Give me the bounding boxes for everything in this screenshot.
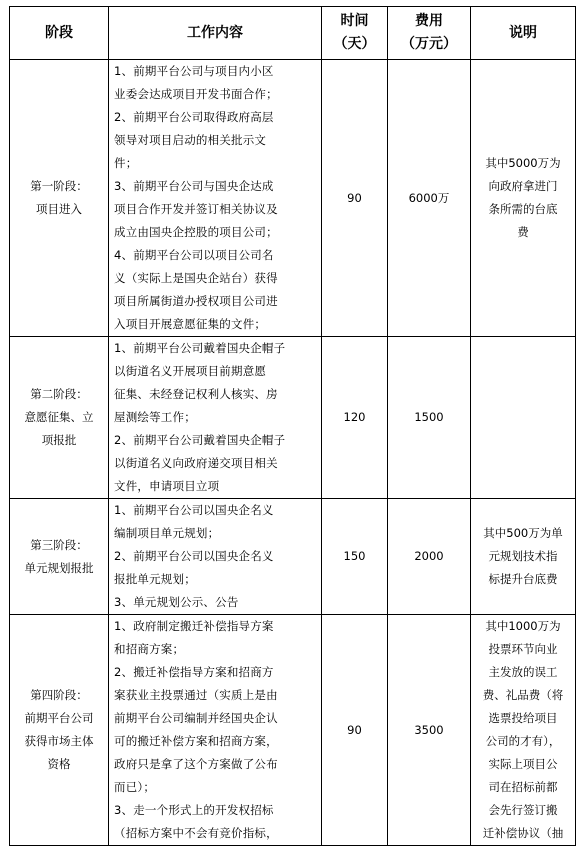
time-cell: 90 — [322, 60, 388, 337]
cost-cell: 6000万 — [388, 60, 471, 337]
header-cost: 费用 （万元） — [388, 7, 471, 60]
header-note: 说明 — [471, 7, 576, 60]
table-row — [10, 337, 576, 499]
header-stage: 阶段 — [10, 7, 109, 60]
work-cell: 1、前期平台公司与项目内小区 业委会达成项目开发书面合作； 2、前期平台公司取得政府高层 领导对项目启动的相关批示文 件； 3、前期平台公司与国央企达成 项目合作开发并签订相关协议及 成立由国央企控股的项目公司； 4、前期平台公司以项目公司名 义（实际上是国央企站台）获得 项目所属街道办授权项目公司进 入项目开展意愿征集的文件； — [109, 60, 322, 337]
cost-cell: 3500 — [388, 615, 471, 846]
stage-cell: 第三阶段： 单元规划报批 — [10, 499, 109, 615]
stage-table — [9, 6, 576, 846]
header-time: 时间 （天） — [322, 7, 388, 60]
time-cell: 120 — [322, 337, 388, 499]
table-row — [10, 60, 576, 337]
table-row — [10, 615, 576, 846]
work-cell: 1、前期平台公司以国央企名义 编制项目单元规划； 2、前期平台公司以国央企名义 报批单元规划； 3、单元规划公示、公告 — [109, 499, 322, 615]
work-cell: 1、前期平台公司戴着国央企帽子 以街道名义开展项目前期意愿 征集、未经登记权利人核实、房 屋测绘等工作； 2、前期平台公司戴着国央企帽子 以街道名义向政府递交项目相关 文件，申请项目立项 — [109, 337, 322, 499]
stage-cell: 第一阶段： 项目进入 — [10, 60, 109, 337]
table-row — [10, 499, 576, 615]
note-cell — [471, 337, 576, 499]
header-row — [10, 7, 576, 60]
note-cell: 其中5000万为 向政府拿进门 条所需的台底 费 — [471, 60, 576, 337]
stage-cell: 第四阶段： 前期平台公司 获得市场主体 资格 — [10, 615, 109, 846]
cost-cell: 1500 — [388, 337, 471, 499]
time-cell: 90 — [322, 615, 388, 846]
stage-cell: 第二阶段： 意愿征集、立 项报批 — [10, 337, 109, 499]
note-cell: 其中1000万为 投票环节向业 主发放的误工 费、礼品费（将 选票投给项目 公司的才有）， 实际上项目公 司在招标前都 会先行签订搬 迁补偿协议（抽 — [471, 615, 576, 846]
note-cell: 其中500万为单 元规划技术指 标提升台底费 — [471, 499, 576, 615]
time-cell: 150 — [322, 499, 388, 615]
cost-cell: 2000 — [388, 499, 471, 615]
header-work: 工作内容 — [109, 7, 322, 60]
work-cell: 1、政府制定搬迁补偿指导方案 和招商方案； 2、搬迁补偿指导方案和招商方 案获业主投票通过（实质上是由 前期平台公司编制并经国央企认 可的搬迁补偿方案和招商方案， 政府只是拿了这个方案做了公布 而已）； 3、走一个形式上的开发权招标 （招标方案中不会有竞价指标， — [109, 615, 322, 846]
